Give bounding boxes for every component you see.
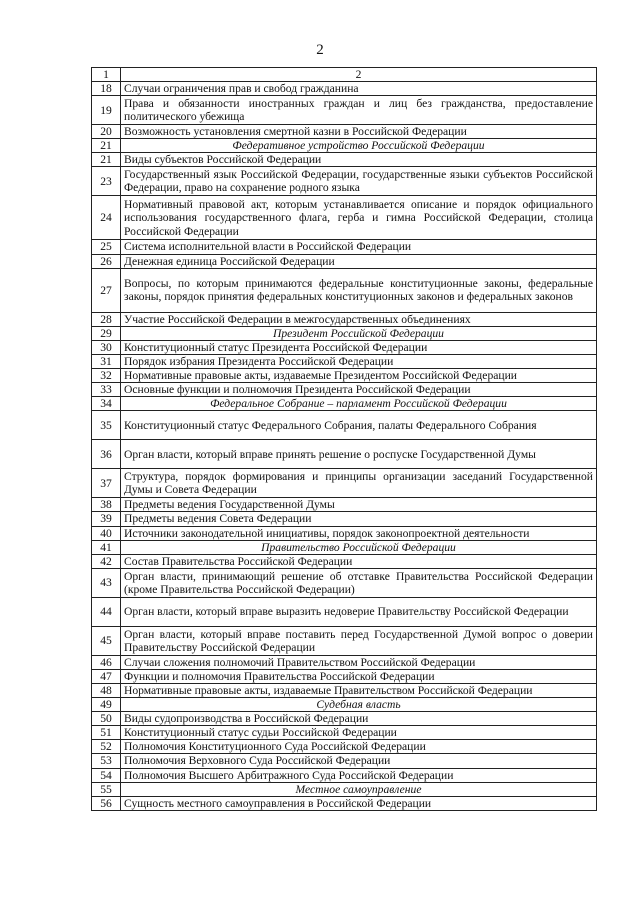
row-number: 24: [92, 196, 121, 240]
row-text: Орган власти, который вправе принять решение о роспуске Государственной Думы: [121, 440, 597, 469]
row-number: 41: [92, 540, 121, 554]
row-text: Нормативный правовой акт, которым устанавливается описание и порядок официального использования государственного флага, герба и гимна Российской Федерации, столица Российской Федерации: [121, 196, 597, 240]
row-text: Полномочия Высшего Арбитражного Суда Российской Федерации: [121, 768, 597, 782]
row-text: Орган власти, который вправе выразить недоверие Правительству Российской Федерации: [121, 597, 597, 626]
row-text: Основные функции и полномочия Президента Российской Федерации: [121, 383, 597, 397]
table-row: [92, 254, 597, 268]
topics-table: [91, 67, 597, 811]
row-text: Предметы ведения Государственной Думы: [121, 498, 597, 512]
table-row: [92, 153, 597, 167]
table-row: [92, 469, 597, 498]
row-number: 49: [92, 698, 121, 712]
row-number: 36: [92, 440, 121, 469]
row-number: 48: [92, 683, 121, 697]
table-row: [92, 655, 597, 669]
table-row: [92, 568, 597, 597]
section-title: Федеральное Собрание – парламент Российской Федерации: [121, 397, 597, 411]
section-title: Президент Российской Федерации: [121, 326, 597, 340]
table-row: [92, 82, 597, 96]
topics-table-body: [92, 68, 597, 811]
row-text: Полномочия Конституционного Суда Российской Федерации: [121, 740, 597, 754]
row-text: Предметы ведения Совета Федерации: [121, 512, 597, 526]
row-text: Конституционный статус Федерального Собрания, палаты Федерального Собрания: [121, 411, 597, 440]
table-row: [92, 369, 597, 383]
row-text: Нормативные правовые акты, издаваемые Правительством Российской Федерации: [121, 683, 597, 697]
row-number: 53: [92, 754, 121, 768]
row-number: 51: [92, 726, 121, 740]
row-number: 25: [92, 240, 121, 254]
row-number: 43: [92, 568, 121, 597]
table-row: [92, 312, 597, 326]
table-row: [92, 669, 597, 683]
table-row: [92, 268, 597, 312]
row-text: Возможность установления смертной казни в Российской Федерации: [121, 125, 597, 139]
table-row: [92, 796, 597, 810]
row-text: Источники законодательной инициативы, порядок законопроектной деятельности: [121, 526, 597, 540]
row-number: 45: [92, 626, 121, 655]
row-text: Случаи ограничения прав и свобод гражданина: [121, 82, 597, 96]
row-text: Система исполнительной власти в Российской Федерации: [121, 240, 597, 254]
row-text: Полномочия Верховного Суда Российской Федерации: [121, 754, 597, 768]
table-row: [92, 240, 597, 254]
row-text: Конституционный статус судьи Российской Федерации: [121, 726, 597, 740]
row-number: 42: [92, 554, 121, 568]
table-row: [92, 726, 597, 740]
section-row: [92, 397, 597, 411]
table-row: [92, 712, 597, 726]
row-number: 31: [92, 354, 121, 368]
row-number: 21: [92, 153, 121, 167]
table-row: [92, 340, 597, 354]
row-text: Участие Российской Федерации в межгосударственных объединениях: [121, 312, 597, 326]
row-number: 29: [92, 326, 121, 340]
row-text: Виды субъектов Российской Федерации: [121, 153, 597, 167]
row-text: Виды судопроизводства в Российской Федерации: [121, 712, 597, 726]
row-text: Права и обязанности иностранных граждан и лиц без гражданства, предоставление политического убежища: [121, 96, 597, 125]
row-number: 40: [92, 526, 121, 540]
section-title: Местное самоуправление: [121, 782, 597, 796]
row-text: Порядок избрания Президента Российской Федерации: [121, 354, 597, 368]
row-text: Денежная единица Российской Федерации: [121, 254, 597, 268]
row-number: 32: [92, 369, 121, 383]
row-number: 27: [92, 268, 121, 312]
row-number: 26: [92, 254, 121, 268]
table-row: [92, 768, 597, 782]
table-row: [92, 411, 597, 440]
table-row: [92, 683, 597, 697]
row-number: 50: [92, 712, 121, 726]
table-row: [92, 96, 597, 125]
row-number: 23: [92, 167, 121, 196]
page-number: 2: [316, 42, 324, 58]
row-number: 34: [92, 397, 121, 411]
header-text-cell: 2: [121, 68, 597, 82]
row-number: 52: [92, 740, 121, 754]
row-text: Сущность местного самоуправления в Российской Федерации: [121, 796, 597, 810]
row-number: 44: [92, 597, 121, 626]
row-text: Орган власти, принимающий решение об отставке Правительства Российской Федерации (кроме Правительства Российской Федерации): [121, 568, 597, 597]
row-text: Вопросы, по которым принимаются федеральные конституционные законы, федеральные законы, порядок принятия федеральных конституционных законов и федеральных законов: [121, 268, 597, 312]
table-row: [92, 626, 597, 655]
table-row: [92, 526, 597, 540]
row-number: 47: [92, 669, 121, 683]
table-row: [92, 383, 597, 397]
row-text: Нормативные правовые акты, издаваемые Президентом Российской Федерации: [121, 369, 597, 383]
table-row: [92, 125, 597, 139]
header-number-cell: 1: [92, 68, 121, 82]
row-number: 54: [92, 768, 121, 782]
row-number: 18: [92, 82, 121, 96]
table-row: [92, 740, 597, 754]
table-row: [92, 498, 597, 512]
section-title: Судебная власть: [121, 698, 597, 712]
section-row: [92, 540, 597, 554]
table-row: [92, 554, 597, 568]
row-number: 37: [92, 469, 121, 498]
table-row: [92, 512, 597, 526]
table-row: [92, 196, 597, 240]
row-text: Состав Правительства Российской Федерации: [121, 554, 597, 568]
table-row: [92, 440, 597, 469]
row-number: 30: [92, 340, 121, 354]
row-text: Структура, порядок формирования и принципы организации заседаний Государственной Думы и Совета Федерации: [121, 469, 597, 498]
row-number: 56: [92, 796, 121, 810]
table-row: [92, 167, 597, 196]
row-number: 19: [92, 96, 121, 125]
row-text: Случаи сложения полномочий Правительством Российской Федерации: [121, 655, 597, 669]
table-row: [92, 354, 597, 368]
table-row: [92, 754, 597, 768]
row-number: 35: [92, 411, 121, 440]
table-row: [92, 597, 597, 626]
row-text: Государственный язык Российской Федерации, государственные языки субъектов Российской Федерации, право на сохранение родного языка: [121, 167, 597, 196]
row-number: 39: [92, 512, 121, 526]
row-number: 33: [92, 383, 121, 397]
section-row: [92, 139, 597, 153]
row-number: 20: [92, 125, 121, 139]
row-text: Конституционный статус Президента Российской Федерации: [121, 340, 597, 354]
section-title: Федеративное устройство Российской Федерации: [121, 139, 597, 153]
row-number: 55: [92, 782, 121, 796]
row-number: 46: [92, 655, 121, 669]
row-number: 28: [92, 312, 121, 326]
row-text: Орган власти, который вправе поставить перед Государственной Думой вопрос о доверии Правительству Российской Федерации: [121, 626, 597, 655]
table-header-row: [92, 68, 597, 82]
row-number: 38: [92, 498, 121, 512]
section-row: [92, 326, 597, 340]
section-row: [92, 698, 597, 712]
row-text: Функции и полномочия Правительства Российской Федерации: [121, 669, 597, 683]
section-title: Правительство Российской Федерации: [121, 540, 597, 554]
section-row: [92, 782, 597, 796]
row-number: 21: [92, 139, 121, 153]
